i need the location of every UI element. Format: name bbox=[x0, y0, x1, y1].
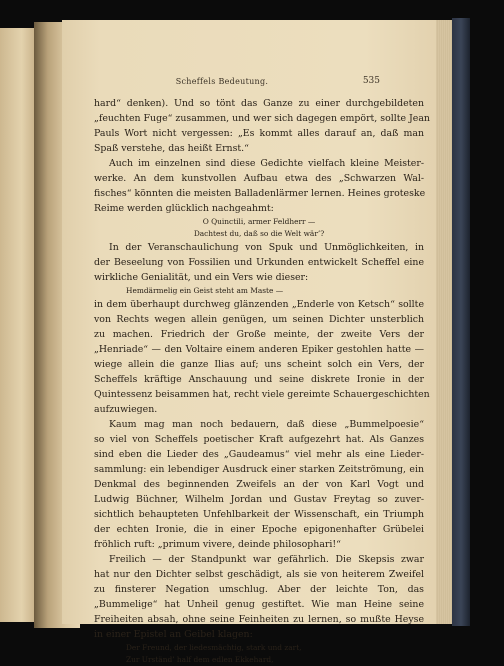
text-line: in einer Epistel an Geibel klagen: bbox=[94, 629, 253, 640]
text-line: sichtlich behaupteten Unfehlbarkeit der Wissenschaft, ein Triumph bbox=[94, 509, 424, 520]
text-line: hard“ denken). Und so tönt das Ganze zu einer durchgebildeten bbox=[94, 98, 424, 109]
text-line: so viel von Scheffels poetischer Kraft aufgezehrt hat. Als Ganzes bbox=[94, 434, 424, 445]
text-line: „Henriade“ — den Voltaire einem anderen Epiker gestohlen hatte — bbox=[94, 344, 424, 355]
left-page-edge bbox=[0, 28, 36, 622]
text-line: hat nur den Dichter selbst geschädigt, als sie von heiterem Zweifel bbox=[94, 569, 424, 580]
text-line: Reime werden glücklich nachgeahmt: bbox=[94, 203, 274, 214]
text-line: Spaß verstehe, das heißt Ernst.“ bbox=[94, 143, 249, 154]
text-line: in dem überhaupt durchweg glänzenden „Enderle von Ketsch“ sollte bbox=[94, 299, 424, 310]
text-line: Freiheiten absah, ohne seine Feinheiten zu lernen, so mußte Heyse bbox=[94, 614, 424, 625]
text-line: sind eben die Lieder des „Gaudeamus“ viel mehr als eine Lieder- bbox=[94, 449, 424, 460]
verse-line: Dachtest du, daß so die Welt wär’? bbox=[193, 229, 325, 238]
text-line: Freilich — der Standpunkt war gefährlich. Die Skepsis zwar bbox=[109, 554, 424, 565]
verse-line: Der Freund, der liedesmächtig, stark und zart, bbox=[126, 643, 302, 652]
verse-line: Zur Urständ’ half dem edlen Ekkehard, bbox=[126, 655, 274, 664]
text-line: „Bummelige“ hat Unheil genug gestiftet. Wie man Heine seine bbox=[94, 599, 424, 610]
text-line: von Rechts wegen allein genügen, um seinen Dichter unsterblich bbox=[94, 314, 424, 325]
running-head: Scheffels Bedeutung. bbox=[175, 77, 269, 86]
text-line: sammlung: ein lebendiger Ausdruck einer starken Zeitströmung, ein bbox=[94, 464, 424, 475]
text-line: aufzuwiegen. bbox=[94, 404, 158, 415]
text-line: der echten Ironie, die in einer Epoche epigonenhafter Grübelei bbox=[94, 524, 424, 535]
text-line: der Beseelung von Fossilien und Urkunden entwickelt Scheffel eine bbox=[94, 257, 424, 268]
text-line: Ludwig Büchner, Wilhelm Jordan und Gustav Freytag so zuver- bbox=[94, 494, 424, 505]
text-line: „feuchten Fuge“ zusammen, und wer sich dagegen empört, sollte Jean bbox=[94, 113, 430, 124]
page-number: 535 bbox=[362, 76, 380, 86]
text-line: wiege allein die ganze Ilias auf; uns scheint solch ein Vers, der bbox=[94, 359, 424, 370]
verse-line: Hemdärmelig ein Geist steht am Maste — bbox=[126, 286, 284, 295]
text-line: fisches“ könnten die meisten Balladenlärmer lernen. Heines groteske bbox=[94, 188, 426, 199]
text-line: In der Veranschaulichung von Spuk und Unmöglichkeiten, in bbox=[109, 242, 424, 253]
body-text bbox=[94, 96, 430, 666]
text-line: zu finsterer Negation umschlug. Aber der leichte Ton, das bbox=[94, 584, 424, 595]
text-line: wirkliche Genialität, und ein Vers wie dieser: bbox=[94, 272, 309, 283]
text-line: werke. An dem kunstvollen Aufbau etwa des „Schwarzen Wal- bbox=[94, 173, 424, 184]
text-line: Denkmal des beginnenden Zweifels an der von Karl Vogt und bbox=[94, 479, 424, 490]
text-line: Scheffels kräftige Anschauung und seine diskrete Ironie in der bbox=[94, 374, 424, 385]
text-line: Quintessenz beisammen hat, recht viele gereimte Schauergeschichten bbox=[94, 389, 430, 400]
verse-line: O Quinctili, armer Feldherr — bbox=[202, 217, 316, 226]
book-cover-edge bbox=[452, 18, 470, 626]
text-line: Kaum mag man noch bedauern, daß diese „Bummelpoesie“ bbox=[109, 419, 424, 430]
text-line: Pauls Wort nicht vergessen: „Es kommt alles darauf an, daß man bbox=[94, 128, 424, 139]
text-line: Auch im einzelnen sind diese Gedichte vielfach kleine Meister- bbox=[109, 158, 424, 169]
text-line: zu machen. Friedrich der Große meinte, der zweite Vers der bbox=[94, 329, 424, 340]
text-line: fröhlich ruft: „primum vivere, deinde philosophari!“ bbox=[94, 539, 341, 550]
